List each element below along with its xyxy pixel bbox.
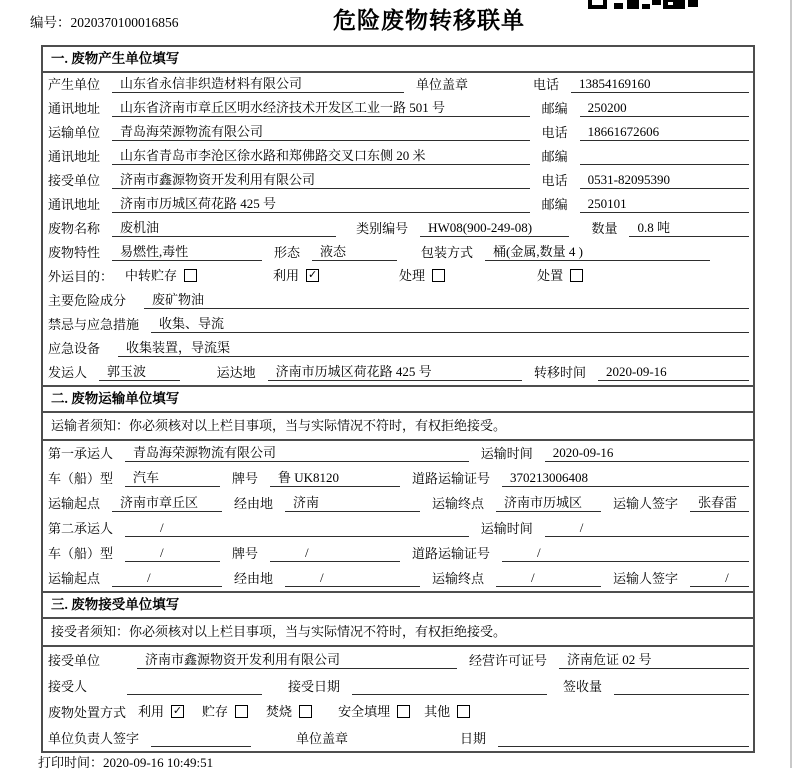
- checkbox-item: [424, 704, 470, 720]
- section-receiver: [43, 591, 753, 751]
- field-label: 运输时间: [480, 446, 533, 461]
- field-label: 邮编: [541, 149, 568, 164]
- checkbox-label: 焚烧: [266, 704, 293, 719]
- form-field-value: [498, 745, 749, 747]
- field-label: 应急设备: [48, 341, 101, 356]
- field-label: 运输终点: [432, 496, 485, 511]
- field-label: 运输起点: [48, 496, 101, 511]
- checkbox-unchecked-icon: [457, 705, 470, 718]
- section-title: 一. 废物产生单位填写: [43, 47, 753, 73]
- field-label: 运输时间: [480, 521, 533, 536]
- field-label: 发运人: [48, 365, 88, 380]
- checkbox-label: 其他: [424, 704, 451, 719]
- static-text: 单位盖章: [416, 77, 469, 92]
- form-field-value: 济南危证 02 号: [559, 652, 749, 669]
- field-label: 包装方式: [421, 245, 474, 260]
- form-row: [43, 647, 753, 673]
- field-label: 电话: [541, 173, 568, 188]
- form-field-value: HW08(900-249-08): [420, 220, 569, 237]
- form-field-value: 2020-09-16: [545, 445, 749, 462]
- form-field-value: 桶(金属,数量 4 ): [485, 244, 710, 261]
- field-label: 外运目的：: [48, 269, 114, 284]
- form-row: [43, 265, 753, 289]
- form-field-value: /: [125, 520, 469, 537]
- form-field-value: 收集装置，导流渠: [118, 340, 749, 357]
- manifest-form: [41, 45, 755, 753]
- form-field-value: 济南: [285, 495, 420, 512]
- form-field-value: 18661672606: [580, 124, 749, 141]
- checkbox-unchecked-icon: [184, 269, 197, 282]
- section-title: 三. 废物接受单位填写: [43, 593, 753, 619]
- checkbox-item: [338, 704, 410, 720]
- field-label: 接受日期: [288, 679, 341, 694]
- form-row: [43, 673, 753, 699]
- form-field-value: 易燃性,毒性: [112, 244, 262, 261]
- form-field-value: 液态: [312, 244, 397, 261]
- form-field-value: /: [285, 570, 420, 587]
- form-row: [43, 466, 753, 491]
- field-label: 邮编: [541, 101, 568, 116]
- checkbox-label: 安全填埋: [338, 704, 391, 719]
- form-field-value: 济南市历城区荷花路 425 号: [268, 364, 522, 381]
- form-field-value: /: [496, 570, 601, 587]
- form-field-value: [151, 745, 251, 747]
- checkbox-unchecked-icon: [432, 269, 445, 282]
- field-label: 运输人签字: [613, 571, 679, 586]
- field-label: 电话: [532, 77, 559, 92]
- form-row: [43, 217, 753, 241]
- checkbox-item: [266, 704, 312, 720]
- field-label: 通讯地址: [48, 101, 101, 116]
- field-label: 接受人: [48, 679, 88, 694]
- section-notice: 运输者须知：你必须核对以上栏目事项，当与实际情况不符时，有权拒绝接受。: [43, 413, 753, 441]
- field-label: 经由地: [234, 496, 274, 511]
- form-field-value: 郭玉波: [99, 364, 180, 381]
- field-label: 接受单位: [48, 653, 101, 668]
- form-row: [43, 241, 753, 265]
- field-label: 车（船）型: [48, 471, 114, 486]
- checkbox-unchecked-icon: [397, 705, 410, 718]
- field-label: 道路运输证号: [412, 471, 491, 486]
- form-row: [43, 337, 753, 361]
- section-transporter: [43, 385, 753, 591]
- checkbox-item: [399, 268, 445, 284]
- checkbox-label: 中转贮存: [125, 268, 178, 283]
- form-field-value: 济南市章丘区: [112, 495, 222, 512]
- field-label: 运输人签字: [613, 496, 679, 511]
- form-row: [43, 193, 753, 217]
- form-row: [43, 97, 753, 121]
- field-label: 日期: [460, 731, 487, 746]
- field-label: 经营许可证号: [469, 653, 548, 668]
- form-field-value: /: [112, 570, 222, 587]
- page-edge-line: [790, 0, 792, 768]
- form-field-value: [352, 693, 547, 695]
- form-field-value: [580, 163, 749, 165]
- checkbox-label: 处理: [399, 268, 426, 283]
- form-row: [43, 725, 753, 751]
- field-label: 运输起点: [48, 571, 101, 586]
- form-field-value: 0531-82095390: [580, 172, 749, 189]
- form-field-value: 汽车: [125, 470, 220, 487]
- checkbox-unchecked-icon: [235, 705, 248, 718]
- field-label: 牌号: [232, 471, 259, 486]
- checkbox-label: 贮存: [202, 704, 229, 719]
- field-label: 单位负责人签字: [48, 731, 140, 746]
- field-label: 第一承运人: [48, 446, 114, 461]
- form-row: [43, 313, 753, 337]
- form-row: [43, 541, 753, 566]
- field-label: 主要危险成分: [48, 293, 127, 308]
- field-label: 牌号: [232, 546, 259, 561]
- checkbox-unchecked-icon: [299, 705, 312, 718]
- form-field-value: 山东省青岛市李沧区徐水路和郑佛路交叉口东侧 20 米: [112, 148, 530, 165]
- form-field-value: 13854169160: [571, 76, 749, 93]
- field-label: 通讯地址: [48, 149, 101, 164]
- form-field-value: [614, 693, 749, 695]
- field-label: 禁忌与应急措施: [48, 317, 140, 332]
- qr-code-fragment: [588, 0, 700, 10]
- checkbox-unchecked-icon: [570, 269, 583, 282]
- doc-number: [30, 11, 179, 31]
- form-field-value: 青岛海荣源物流有限公司: [125, 445, 469, 462]
- form-row: [43, 289, 753, 313]
- form-field-value: 济南市鑫源物资开发利用有限公司: [137, 652, 457, 669]
- form-field-value: 山东省济南市章丘区明水经济技术开发区工业一路 501 号: [112, 100, 530, 117]
- checkbox-label: 利用: [138, 704, 165, 719]
- form-row: [43, 145, 753, 169]
- form-row: [43, 361, 753, 385]
- form-field-value: /: [502, 545, 749, 562]
- form-field-value: 青岛海荣源物流有限公司: [112, 124, 530, 141]
- checkbox-item: [125, 268, 197, 284]
- field-label: 类别编号: [356, 221, 409, 236]
- field-label: 废物处置方式: [48, 705, 127, 720]
- section-producer: [43, 47, 753, 385]
- form-field-value: 250101: [580, 196, 749, 213]
- form-row: [43, 516, 753, 541]
- checkbox-label: 利用: [273, 268, 300, 283]
- checkbox-label: 处置: [537, 268, 564, 283]
- form-field-value: 鲁 UK8120: [270, 470, 400, 487]
- form-row: [43, 441, 753, 466]
- form-field-value: 2020-09-16: [598, 364, 749, 381]
- form-field-value: /: [690, 570, 749, 587]
- form-field-value: 济南市鑫源物资开发利用有限公司: [112, 172, 530, 189]
- form-field-value: /: [125, 545, 220, 562]
- field-label: 运达地: [216, 365, 256, 380]
- static-text: 单位盖章: [296, 731, 349, 746]
- checkbox-item: [202, 704, 248, 720]
- form-row: [43, 73, 753, 97]
- section-notice: 接受者须知：你必须核对以上栏目事项，当与实际情况不符时，有权拒绝接受。: [43, 619, 753, 647]
- field-label: 形态: [274, 245, 301, 260]
- form-field-value: 250200: [580, 100, 749, 117]
- form-field-value: /: [545, 520, 749, 537]
- form-field-value: 收集、导流: [151, 316, 749, 333]
- form-field-value: [127, 693, 262, 695]
- field-label: 转移时间: [533, 365, 586, 380]
- checkbox-checked-icon: ✓: [307, 269, 318, 281]
- page-title: 危险废物转移联单: [333, 8, 525, 33]
- checkbox-item: [273, 268, 319, 284]
- form-row: [43, 491, 753, 516]
- form-row: [43, 699, 753, 725]
- form-field-value: /: [270, 545, 400, 562]
- field-label: 运输终点: [432, 571, 485, 586]
- field-label: 通讯地址: [48, 197, 101, 212]
- form-field-value: 张春雷: [690, 495, 749, 512]
- form-field-value: 0.8 吨: [629, 220, 749, 237]
- form-field-value: 济南市历城区: [496, 495, 601, 512]
- section-title: 二. 废物运输单位填写: [43, 387, 753, 413]
- field-label: 运输单位: [48, 125, 101, 140]
- checkbox-item: [138, 704, 184, 720]
- field-label: 签收量: [562, 679, 602, 694]
- field-label: 接受单位: [48, 173, 101, 188]
- field-label: 邮编: [541, 197, 568, 212]
- doc-number-value: 2020370100016856: [70, 15, 179, 30]
- form-row: [43, 121, 753, 145]
- field-label: 道路运输证号: [412, 546, 491, 561]
- field-label: 电话: [541, 125, 568, 140]
- doc-number-label: 编号：: [30, 15, 71, 30]
- field-label: 第二承运人: [48, 521, 114, 536]
- form-field-value: 370213006408: [502, 470, 749, 487]
- checkbox-checked-icon: ✓: [172, 705, 183, 717]
- field-label: 车（船）型: [48, 546, 114, 561]
- field-label: 数量: [591, 221, 618, 236]
- form-field-value: 山东省永信非织造材料有限公司: [112, 76, 404, 93]
- form-field-value: 济南市历城区荷花路 425 号: [112, 196, 530, 213]
- field-label: 废物特性: [48, 245, 101, 260]
- form-field-value: 废机油: [112, 220, 336, 237]
- field-label: 废物名称: [48, 221, 101, 236]
- form-row: [43, 566, 753, 591]
- field-label: 经由地: [234, 571, 274, 586]
- field-label: 产生单位: [48, 77, 101, 92]
- checkbox-item: [537, 268, 583, 284]
- form-field-value: 废矿物油: [144, 292, 749, 309]
- print-time: 打印时间：2020-09-16 10:49:51: [38, 755, 214, 770]
- form-row: [43, 169, 753, 193]
